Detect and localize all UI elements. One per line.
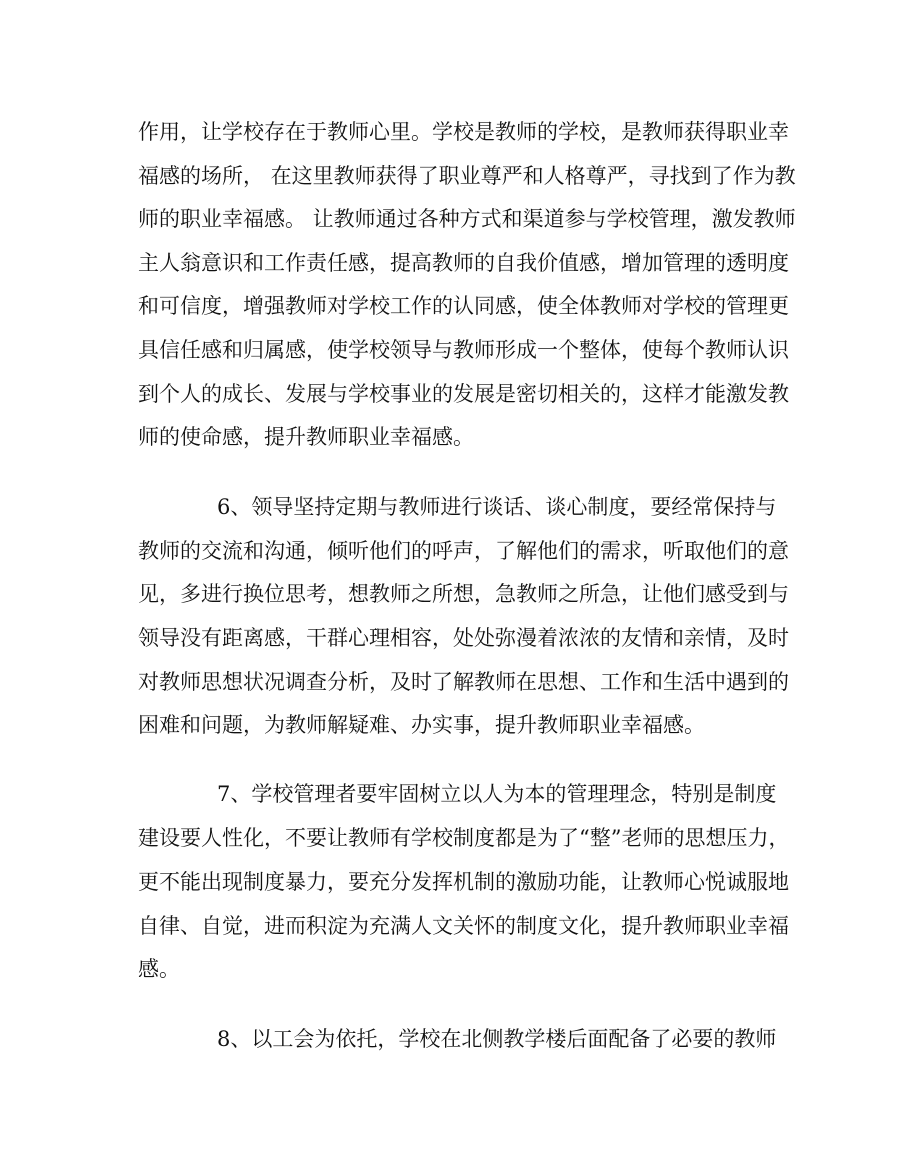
paragraph-1-line-5: 和可信度，增强教师对学校工作的认同感，使全体教师对学校的管理更 [138,294,789,318]
paragraph-2-line-6: 困难和问题，为教师解疑难、办实事，提升教师职业幸福感。 [138,713,705,737]
paragraph-1-line-2: 福感的场所， 在这里教师获得了职业尊严和人格尊严，寻找到了作为教 [138,164,796,188]
paragraph-1-line-8: 师的使命感，提升教师职业幸福感。 [138,425,474,449]
paragraph-3-line-4: 自律、自觉，进而积淀为充满人文关怀的制度文化，提升教师职业幸福 [138,914,789,938]
paragraph-2-line-4: 领导没有距离感，干群心理相容，处处弥漫着浓浓的友情和亲情，及时 [138,626,789,650]
paragraph-3-line-3: 更不能出现制度暴力，要充分发挥机制的激励功能，让教师心悦诚服地 [138,870,789,894]
paragraph-2-line-5: 对教师思想状况调查分析，及时了解教师在思想、工作和生活中遇到的 [138,670,789,694]
paragraph-3-line-2: 建设要人性化，不要让教师有学校制度都是为了“整”老师的思想压力， [138,826,790,850]
paragraph-3-line-5: 感。 [138,957,180,981]
paragraph-1-line-3: 师的职业幸福感。 让教师通过各种方式和渠道参与学校管理，激发教师 [138,207,796,231]
paragraph-1-line-7: 到个人的成长、发展与学校事业的发展是密切相关的，这样才能激发教 [138,382,789,406]
paragraph-1-line-6: 具信任感和归属感，使学校领导与教师形成一个整体，使每个教师认识 [138,338,789,362]
paragraph-1-line-4: 主人翁意识和工作责任感，提高教师的自我价值感，增加管理的透明度 [138,251,789,275]
paragraph-4-line-1: 8、以工会为依托，学校在北侧教学楼后面配备了必要的教师 [217,1027,777,1051]
paragraph-3-line-1: 7、学校管理者要牢固树立以人为本的管理理念，特别是制度 [217,782,777,806]
paragraph-2-line-3: 见，多进行换位思考，想教师之所想，急教师之所急，让他们感受到与 [138,582,789,606]
paragraph-2-line-2: 教师的交流和沟通，倾听他们的呼声，了解他们的需求，听取他们的意 [138,539,789,563]
paragraph-1-line-1: 作用，让学校存在于教师心里。学校是教师的学校，是教师获得职业幸 [138,120,789,144]
paragraph-2-line-1: 6、领导坚持定期与教师进行谈话、谈心制度，要经常保持与 [217,495,777,519]
